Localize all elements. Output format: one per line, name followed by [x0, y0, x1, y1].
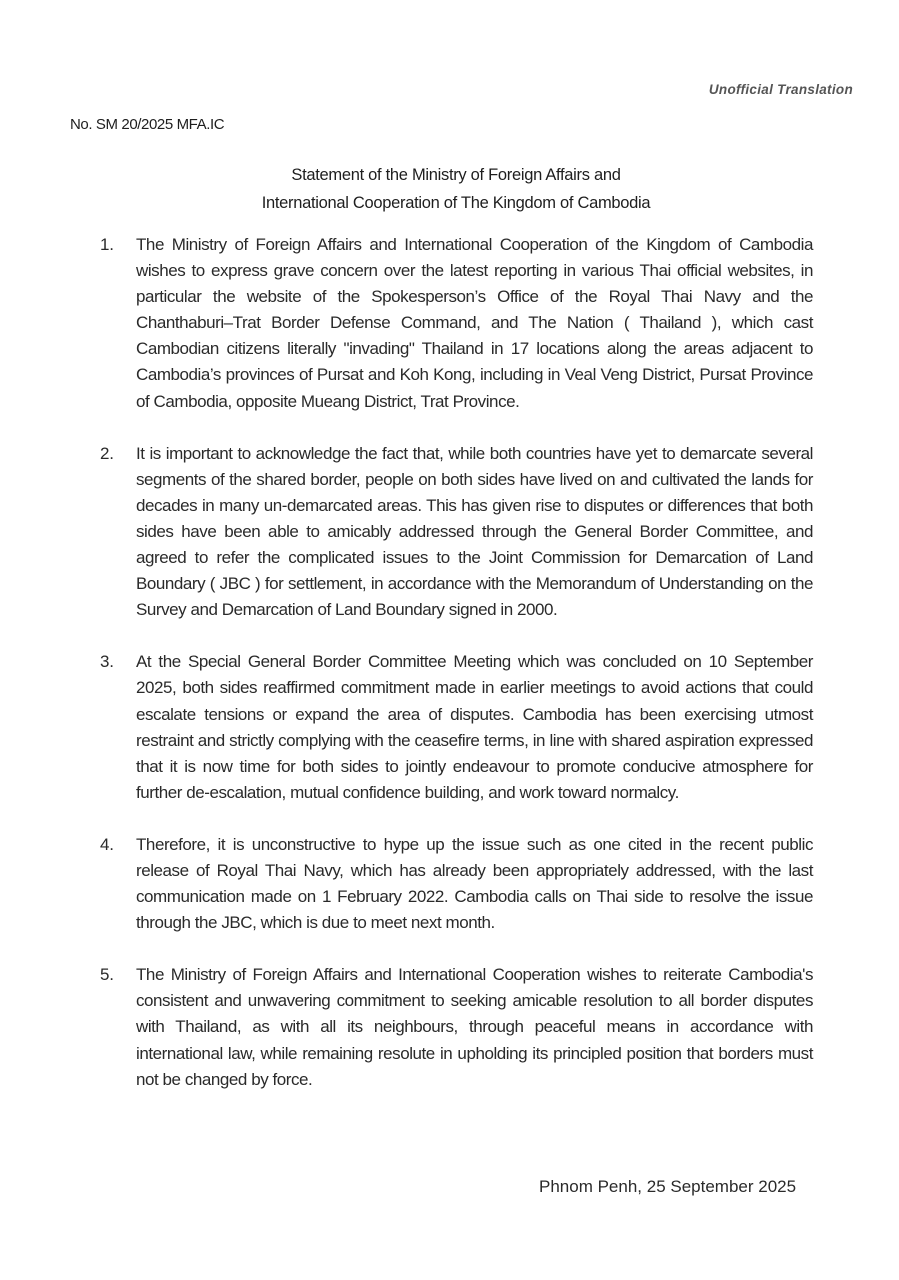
paragraph-3 [100, 649, 813, 806]
paragraph-text: It is important to acknowledge the fact that, while both countries have yet to demarcate several segments of the shared border, people on both sides have lived on and cultivated the lands for decades in many un-demarcated areas. This has given rise to disputes or differences that both sides have been able to amicably addressed through the General Border Committee, and agreed to refer the complicated issues to the Joint Commission for Demarcation of Land Boundary ( JBC ) for settlement, in accordance with the Memorandum of Understanding on the Survey and Demarcation of Land Boundary signed in 2000. [136, 443, 813, 620]
paragraph-number: 3. [100, 652, 114, 672]
paragraph-text: Therefore, it is unconstructive to hype up the issue such as one cited in the recent public release of Royal Thai Navy, which has already been appropriately addressed, with the last communication made on 1 February 2022. Cambodia calls on Thai side to resolve the issue through the JBC, which is due to meet next month. [136, 834, 813, 933]
paragraph-number: 4. [100, 834, 114, 854]
title-line-1: Statement of the Ministry of Foreign Affairs and [291, 166, 621, 184]
unofficial-translation-label: Unofficial Translation [708, 82, 853, 97]
paragraph-text: At the Special General Border Committee Meeting which was concluded on 10 September 2025, both sides reaffirmed commitment made in earlier meetings to avoid actions that could escalate tensions or expand the area of disputes. Cambodia has been exercising utmost restraint and strictly complying with the ceasefire terms, in line with shared aspiration expressed that it is now time for both sides to jointly endeavour to promote conducive atmosphere for further de-escalation, mutual confidence building, and work toward normalcy. [136, 652, 813, 802]
statement-paragraphs [100, 232, 813, 1093]
paragraph-text: The Ministry of Foreign Affairs and International Cooperation of the Kingdom of Cambodia wishes to express grave concern over the latest reporting in various Thai official websites, in particular the website of the Spokesperson’s Office of the Royal Thai Navy and the Chanthaburi–Trat Border Defense Command, and The Nation ( Thailand ), which cast Cambodian citizens literally "invading" Thailand in 17 locations along the areas adjacent to Cambodia’s provinces of Pursat and Koh Kong, including in Veal Veng District, Pursat Province of Cambodia, opposite Mueang District, Trat Province. [136, 235, 813, 411]
paragraph-4 [100, 832, 813, 936]
paragraph-1 [100, 232, 813, 415]
paragraph-5 [100, 962, 813, 1092]
paragraph-2 [100, 441, 813, 624]
paragraph-text: The Ministry of Foreign Affairs and International Cooperation wishes to reiterate Cambodia's consistent and unwavering commitment to seeking amicable resolution to all border disputes with Thailand, as with all its neighbours, through peaceful means in accordance with international law, while remaining resolute in upholding its principled position that borders must not be changed by force. [136, 965, 813, 1089]
paragraph-number: 2. [100, 443, 114, 463]
paragraph-number: 1. [100, 235, 114, 254]
place-and-date: Phnom Penh, 25 September 2025 [539, 1177, 797, 1196]
title-line-2: International Cooperation of The Kingdom of Cambodia [261, 194, 651, 212]
reference-number: No. SM 20/2025 MFA.IC [70, 116, 225, 133]
paragraph-number: 5. [100, 965, 114, 985]
document-title [0, 161, 899, 217]
